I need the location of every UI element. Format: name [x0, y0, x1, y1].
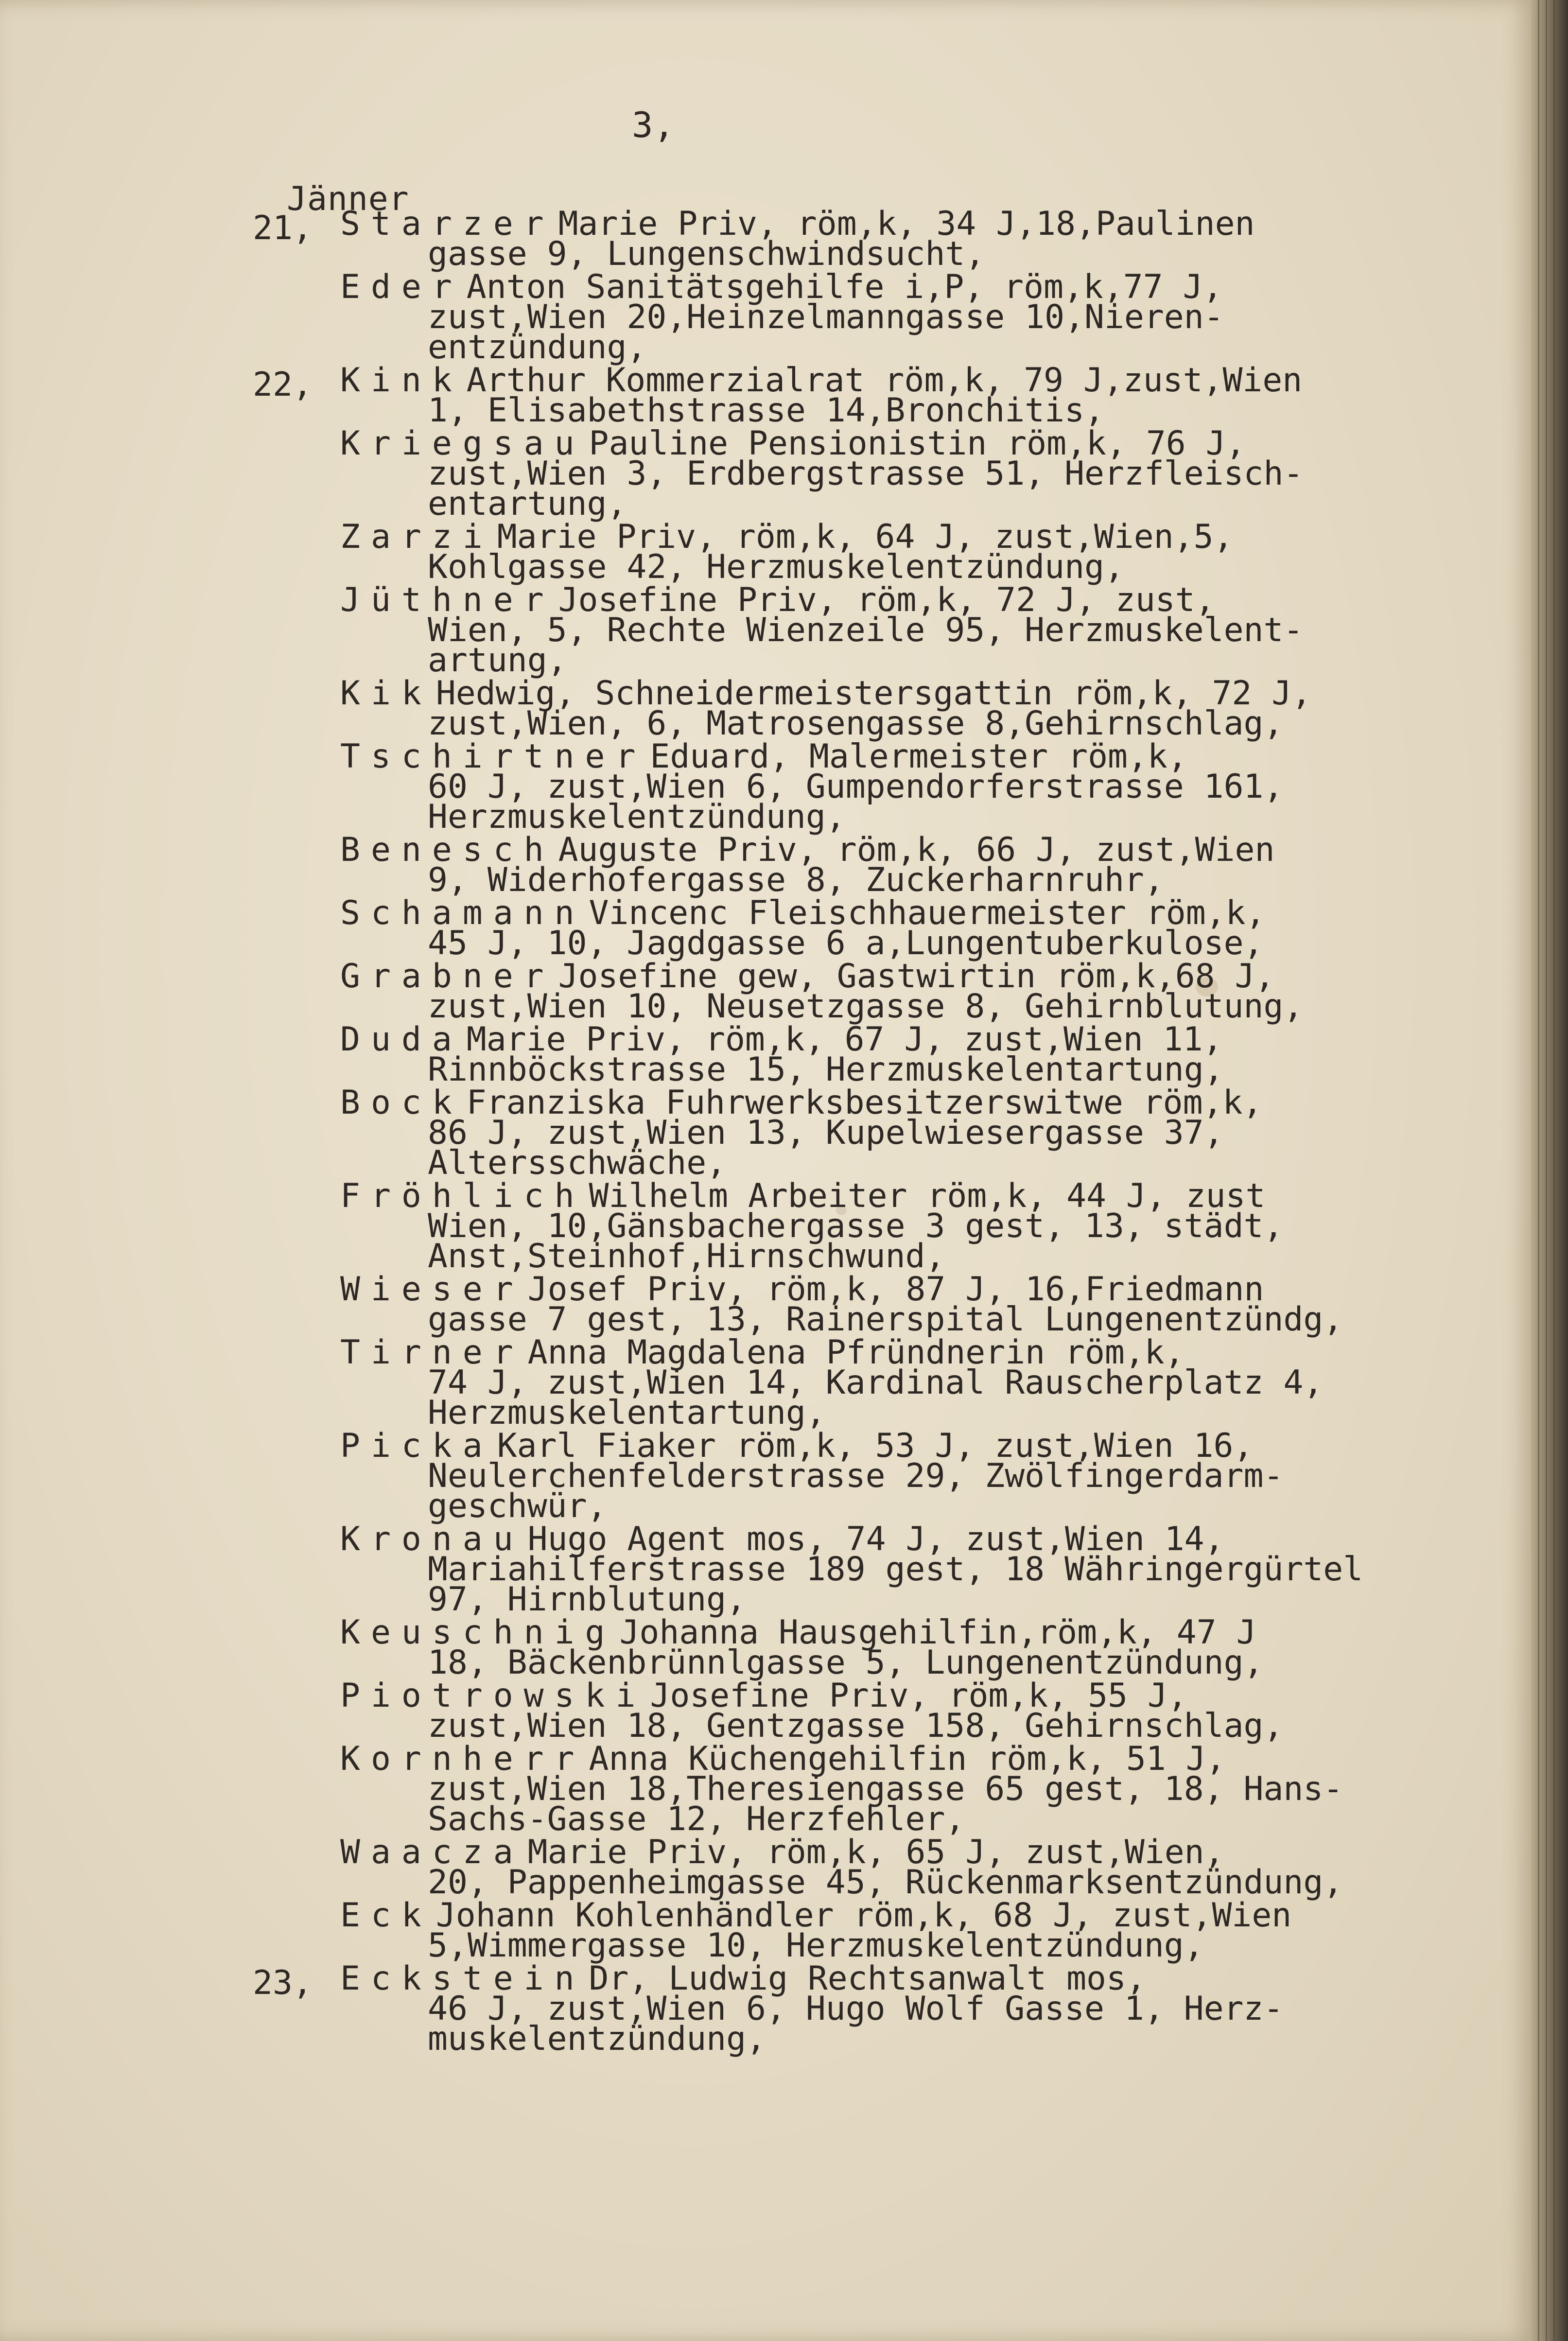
entry-details: Anton Sanitätsgehilfe i,P, röm,k,77 J,: [466, 268, 1223, 306]
entry-continuation-line: zust,Wien 18,Theresiengasse 65 gest, 18, Hans-: [428, 1770, 1343, 1808]
entry-surname: Kink: [340, 361, 463, 400]
entry-continuation-line: 20, Pappenheimgasse 45, Rückenmarksentzündung,: [428, 1863, 1343, 1902]
register-entry: [0, 894, 1531, 962]
entry-details: Josef Priv, röm,k, 87 J, 16,Friedmann: [527, 1270, 1264, 1309]
entry-details: Arthur Kommerzialrat röm,k, 79 J,zust,Wien: [466, 361, 1303, 400]
entry-continuation-line: 74 J, zust,Wien 14, Kardinal Rauscherplatz 4,: [428, 1363, 1324, 1402]
entry-continuation-line: geschwür,: [428, 1487, 607, 1525]
entry-surname: Kriegsau: [340, 424, 585, 463]
entry-details: Vincenc Fleischhauermeister röm,k,: [589, 894, 1266, 932]
entry-details: Marie Priv, röm,k, 67 J, zust,Wien 11,: [466, 1020, 1223, 1059]
entry-surname: Piotrowski: [340, 1677, 646, 1715]
entry-continuation-line: zust,Wien 3, Erdbergstrasse 51, Herzfleisch-: [428, 454, 1304, 493]
entry-surname: Fröhlich: [340, 1177, 585, 1215]
entry-details: Anna Magdalena Pfründnerin röm,k,: [527, 1333, 1185, 1372]
entry-surname: Wieser: [340, 1270, 524, 1309]
month-heading: Jänner: [287, 180, 409, 218]
entry-continuation-line: zust,Wien 20,Heinzelmanngasse 10,Nieren-: [428, 298, 1224, 336]
register-entries: [0, 205, 1531, 2058]
entry-continuation-line: artung,: [428, 641, 567, 680]
entry-surname: Duda: [340, 1020, 463, 1059]
entry-continuation-line: 9, Widerhofergasse 8, Zuckerharnruhr,: [428, 861, 1164, 899]
register-entry: [0, 1333, 1531, 1432]
entry-day: 23,: [253, 1964, 313, 2002]
entry-continuation-line: 60 J, zust,Wien 6, Gumpendorferstrasse 161,: [428, 768, 1284, 806]
entry-surname: Eck: [340, 1896, 432, 1935]
register-entry: [0, 518, 1531, 586]
entry-surname: Grabner: [340, 957, 555, 996]
entry-continuation-line: Neulerchenfelderstrasse 29, Zwölfingerdarm-: [428, 1457, 1284, 1495]
register-entry: [0, 1020, 1531, 1089]
entry-continuation-line: zust,Wien, 6, Matrosengasse 8,Gehirnschlag,: [428, 704, 1284, 743]
register-entry: [0, 831, 1531, 899]
entry-day: 21,: [253, 209, 313, 247]
register-entry: [0, 1833, 1531, 1902]
entry-details: Johanna Hausgehilfin,röm,k, 47 J: [619, 1613, 1256, 1652]
entry-details: Marie Priv, röm,k, 64 J, zust,Wien,5,: [497, 518, 1234, 556]
register-entry: [0, 1177, 1531, 1275]
book-edge: [1531, 0, 1568, 2341]
entry-details: Auguste Priv, röm,k, 66 J, zust,Wien: [558, 831, 1275, 869]
entry-continuation-line: Kohlgasse 42, Herzmuskelentzündung,: [428, 548, 1124, 586]
register-entry: [0, 268, 1531, 367]
entry-continuation-line: 1, Elisabethstrasse 14,Bronchitis,: [428, 391, 1104, 430]
entry-surname: Kronau: [340, 1520, 524, 1558]
entry-surname: Tschirtner: [340, 737, 646, 776]
entry-details: Hugo Agent mos, 74 J, zust,Wien 14,: [527, 1520, 1224, 1558]
entry-continuation-line: 45 J, 10, Jagdgasse 6 a,Lungentuberkulose,: [428, 924, 1264, 962]
register-entry: [0, 1083, 1531, 1182]
register-entry: [0, 1270, 1531, 1339]
entry-details: Eduard, Malermeister röm,k,: [650, 737, 1187, 776]
entry-continuation-line: Sachs-Gasse 12, Herzfehler,: [428, 1800, 965, 1838]
entry-continuation-line: Wien, 10,Gänsbachergasse 3 gest, 13, städt,: [428, 1207, 1284, 1245]
entry-surname: Kornherr: [340, 1740, 585, 1778]
entry-continuation-line: Mariahilferstrasse 189 gest, 18 Währingergürtel: [428, 1550, 1363, 1589]
register-entry: [0, 957, 1531, 1026]
entry-surname: Benesch: [340, 831, 555, 869]
entry-continuation-line: entartung,: [428, 485, 627, 523]
entry-surname: Schamann: [340, 894, 585, 932]
entry-continuation-line: muskelentzündung,: [428, 2020, 766, 2058]
entry-details: Pauline Pensionistin röm,k, 76 J,: [589, 424, 1246, 463]
register-entry: [0, 1613, 1531, 1682]
entry-details: Karl Fiaker röm,k, 53 J, zust,Wien 16,: [497, 1427, 1254, 1465]
register-entry: [0, 1740, 1531, 1838]
entry-continuation-line: Herzmuskelentartung,: [428, 1394, 826, 1432]
entry-surname: Starzer: [340, 205, 555, 243]
entry-surname: Waacza: [340, 1833, 524, 1871]
register-entry: [0, 737, 1531, 836]
entry-details: Marie Priv, röm,k, 34 J,18,Paulinen: [558, 205, 1255, 243]
register-entry: [0, 1896, 1531, 1965]
entry-continuation-line: zust,Wien 18, Gentzgasse 158, Gehirnschlag,: [428, 1707, 1284, 1745]
entry-surname: Jüthner: [340, 581, 555, 619]
entry-details: Anna Küchengehilfin röm,k, 51 J,: [589, 1740, 1226, 1778]
entry-continuation-line: zust,Wien 10, Neusetzgasse 8, Gehirnblutung,: [428, 987, 1304, 1026]
entry-continuation-line: gasse 7 gest, 13, Rainerspital Lungenentzündg,: [428, 1300, 1343, 1339]
entry-continuation-line: Wien, 5, Rechte Wienzeile 95, Herzmuskelent-: [428, 611, 1304, 649]
register-entry: [0, 205, 1531, 273]
entry-surname: Tirner: [340, 1333, 524, 1372]
entry-details: Hedwig, Schneidermeistersgattin röm,k, 72 J,: [436, 674, 1312, 713]
entry-continuation-line: 46 J, zust,Wien 6, Hugo Wolf Gasse 1, Herz-: [428, 1990, 1284, 2028]
entry-continuation-line: 18, Bäckenbrünnlgasse 5, Lungenentzündung,: [428, 1643, 1264, 1682]
page-number: 3,: [632, 105, 675, 145]
register-entry: [0, 1677, 1531, 1745]
entry-day: 22,: [253, 366, 313, 404]
entry-details: Johann Kohlenhändler röm,k, 68 J, zust,Wien: [436, 1896, 1292, 1935]
register-entry: [0, 1959, 1531, 2058]
entry-continuation-line: Anst,Steinhof,Hirnschwund,: [428, 1237, 945, 1275]
register-entry: [0, 424, 1531, 523]
entry-continuation-line: 5,Wimmergasse 10, Herzmuskelentzündung,: [428, 1926, 1204, 1965]
register-entry: [0, 1427, 1531, 1525]
entry-surname: Keuschnig: [340, 1613, 616, 1652]
register-entry: [0, 674, 1531, 743]
entry-details: Wilhelm Arbeiter röm,k, 44 J, zust: [589, 1177, 1266, 1215]
entry-details: Marie Priv, röm,k, 65 J, zust,Wien,: [527, 1833, 1224, 1871]
entry-surname: Bock: [340, 1083, 463, 1122]
entry-surname: Zarzi: [340, 518, 493, 556]
entry-continuation-line: entzündung,: [428, 328, 647, 367]
entry-continuation-line: Herzmuskelentzündung,: [428, 798, 846, 836]
entry-details: Dr, Ludwig Rechtsanwalt mos,: [589, 1959, 1146, 1998]
entry-surname: Eckstein: [340, 1959, 585, 1998]
entry-surname: Kik: [340, 674, 432, 713]
entry-details: Josefine Priv, röm,k, 55 J,: [650, 1677, 1187, 1715]
register-entry: [0, 581, 1531, 680]
entry-details: Franziska Fuhrwerksbesitzerswitwe röm,k,: [466, 1083, 1263, 1122]
entry-surname: Picka: [340, 1427, 493, 1465]
register-entry: [0, 361, 1531, 430]
entry-continuation-line: 97, Hirnblutung,: [428, 1580, 747, 1619]
entry-details: Josefine gew, Gastwirtin röm,k,68 J,: [558, 957, 1275, 996]
register-entry: [0, 1520, 1531, 1619]
entry-continuation-line: Altersschwäche,: [428, 1144, 727, 1182]
entry-details: Josefine Priv, röm,k, 72 J, zust,: [558, 581, 1215, 619]
entry-continuation-line: 86 J, zust,Wien 13, Kupelwiesergasse 37,: [428, 1114, 1224, 1152]
entry-surname: Eder: [340, 268, 463, 306]
entry-continuation-line: gasse 9, Lungenschwindsucht,: [428, 235, 985, 273]
entry-continuation-line: Rinnböckstrasse 15, Herzmuskelentartung,: [428, 1050, 1224, 1089]
